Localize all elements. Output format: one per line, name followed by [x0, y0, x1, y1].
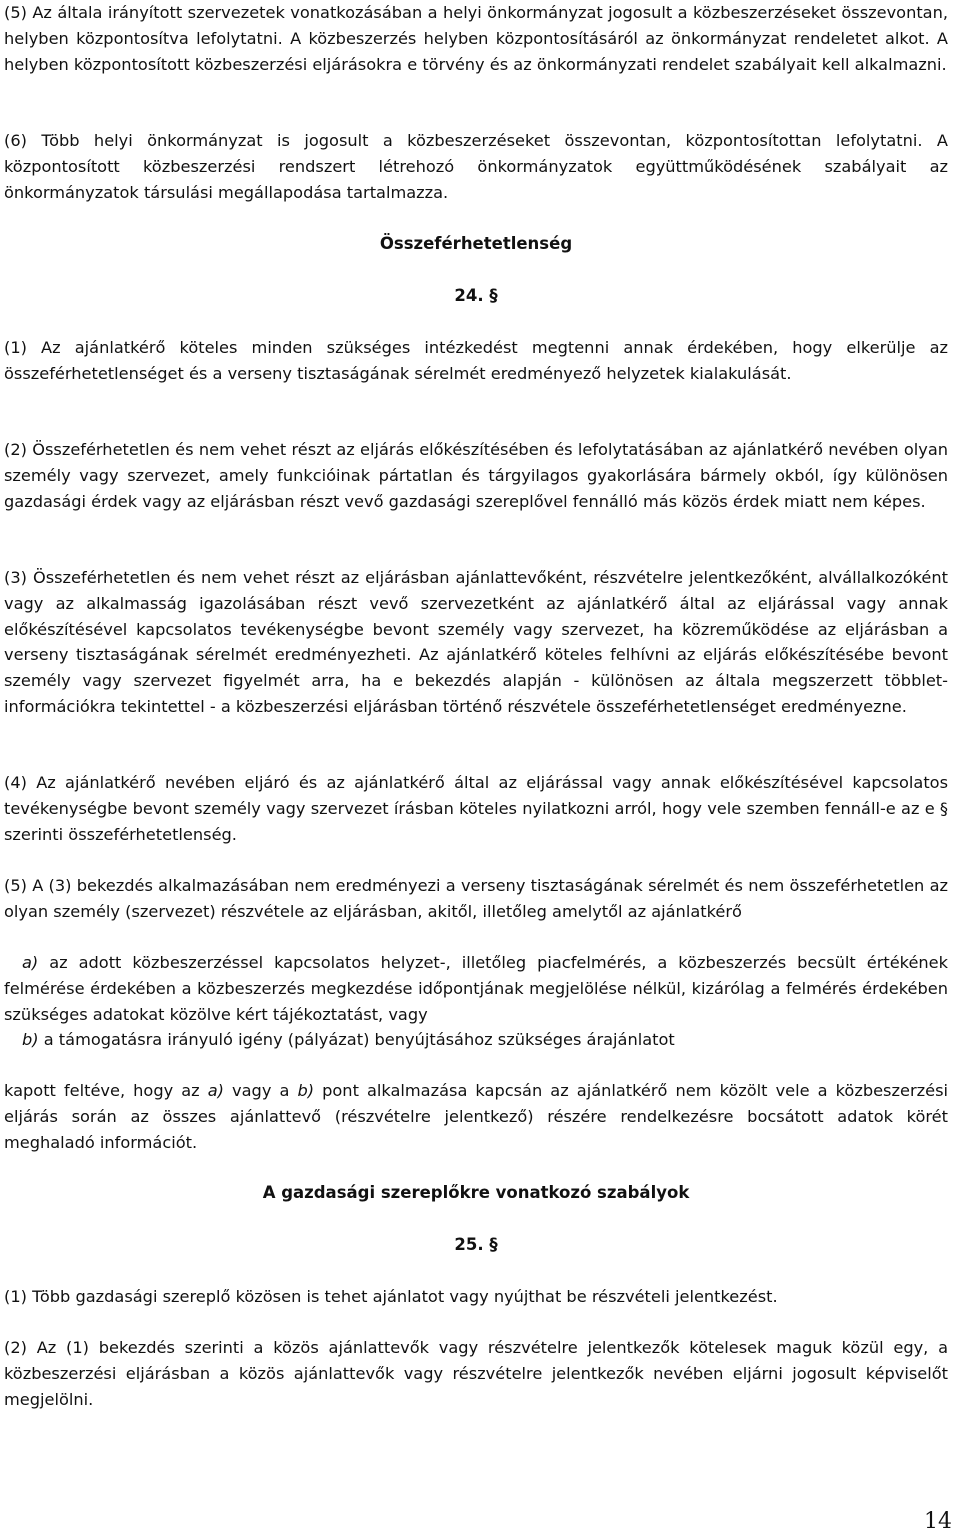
section-25-paragraph-2: (2) Az (1) bekezdés szerinti a közös ajánlattevők vagy részvételre jelentkezők kötelesek maguk közül egy, a közbeszerzési eljárásban a közös ajánlattevők vagy részvételre jelentkezők nevében eljárni jogosult képviselőt megjelölni.	[4, 1338, 948, 1409]
section-24-paragraph-5-intro: (5) A (3) bekezdés alkalmazásában nem eredményezi a verseny tisztaságának sérelmét és nem összeférhetetlen az olyan személy (szervezet) részvétele az eljárásban, akitől, illetőleg amelytől az ajánlatkérő	[4, 876, 948, 921]
section-25-number: 25. §	[454, 1235, 498, 1254]
outro-text-3: pont alkalmazása kapcsán az ajánlatkérő nem közölt vele a közbeszerzési eljárás során az összes ajánlattevő (részvételre jelentkező) részére rendelkezésre bocsátott adatok körét meghaladó információt.	[4, 1081, 948, 1152]
section-24-paragraph-3: (3) Összeférhetetlen és nem vehet részt az eljárásban ajánlattevőként, részvételre jelentkezőként, alvállalkozóként vagy az alkalmasság igazolásában részt vevő szervezetként az ajánlatkérő által az eljárással vagy annak előkészítésével kapcsolatos tevékenységbe bevont személy vagy szervezet, ha közreműködése az eljárásban a verseny tisztaságának sérelmét eredményezheti. Az ajánlatkérő köteles felhívni az eljárás előkészítésébe bevont személy vagy szervezet figyelmét arra, ha e bekezdés alapján - különösen az általa megszerzett többlet-információkra tekintettel - a közbeszerzési eljárásban történő részvétele összeférhetetlenséget eredményezne.	[4, 568, 948, 716]
section-24-paragraph-5-outro	[4, 1078, 948, 1155]
section-24-title: Összeférhetetlenség	[379, 234, 573, 253]
outro-letter-b: b)	[297, 1081, 315, 1100]
section-25-title: A gazdasági szereplőkre vonatkozó szabályok	[262, 1183, 690, 1202]
page-number: 14	[924, 1509, 952, 1534]
point-b-letter: b)	[22, 1030, 39, 1049]
paragraph-6-local-government: (6) Több helyi önkormányzat is jogosult a közbeszerzéseket összevontan, központosítottan lefolytatni. A központosított közbeszerzési rendszert létrehozó önkormányzatok együttműködésének szabályait az önkormányzatok társulási megállapodása tartalmazza.	[4, 131, 948, 202]
section-24-paragraph-5-point-a	[4, 950, 948, 1027]
outro-letter-a: a)	[207, 1081, 224, 1100]
outro-text-1: kapott feltéve, hogy az	[4, 1081, 208, 1100]
section-24-paragraph-1: (1) Az ajánlatkérő köteles minden szükséges intézkedést megtenni annak érdekében, hogy elkerülje az összeférhetetlenséget és a verseny tisztaságának sérelmét eredményező helyzetek kialakulását.	[4, 338, 948, 383]
point-a-letter: a)	[22, 953, 39, 972]
point-a-text: az adott közbeszerzéssel kapcsolatos helyzet-, illetőleg piacfelmérés, a közbeszerzés becsült értékének felmérése érdekében a közbeszerzés megkezdése időpontjának megjelölése nélkül, kizárólag a felmérés érdekében szükséges adatokat közölve kért tájékoztatást, vagy	[4, 953, 948, 1024]
section-24-paragraph-2: (2) Összeférhetetlen és nem vehet részt az eljárás előkészítésében és lefolytatásában az ajánlatkérő nevében olyan személy vagy szervezet, amely funkcióinak pártatlan és tárgyilagos gyakorlására bármely okból, így különösen gazdasági érdek vagy az eljárásban részt vevő gazdasági szereplővel fennálló más közös érdek miatt nem képes.	[4, 440, 948, 511]
paragraph-5-local-government: (5) Az általa irányított szervezetek vonatkozásában a helyi önkormányzat jogosult a közbeszerzéseket összevontan, helyben központosítva lefolytatni. A közbeszerzés helyben központosításáról az önkormányzat rendeletet alkot. A helyben központosított közbeszerzési eljárásokra e törvény és az önkormányzati rendelet szabályait kell alkalmazni.	[4, 3, 948, 74]
section-25-paragraph-1: (1) Több gazdasági szereplő közösen is tehet ajánlatot vagy nyújthat be részvételi jelentkezést.	[4, 1287, 778, 1306]
section-24-paragraph-4: (4) Az ajánlatkérő nevében eljáró és az ajánlatkérő által az eljárással vagy annak előkészítésével kapcsolatos tevékenységbe bevont személy vagy szervezet írásban köteles nyilatkozni arról, hogy vele szemben fennáll-e az e § szerinti összeférhetetlenség.	[4, 773, 948, 844]
section-24-number: 24. §	[454, 286, 498, 305]
outro-text-2: vagy a	[223, 1081, 298, 1100]
section-24-paragraph-5-point-b	[4, 1027, 948, 1053]
point-b-text: a támogatásra irányuló igény (pályázat) benyújtásához szükséges árajánlatot	[38, 1030, 675, 1049]
